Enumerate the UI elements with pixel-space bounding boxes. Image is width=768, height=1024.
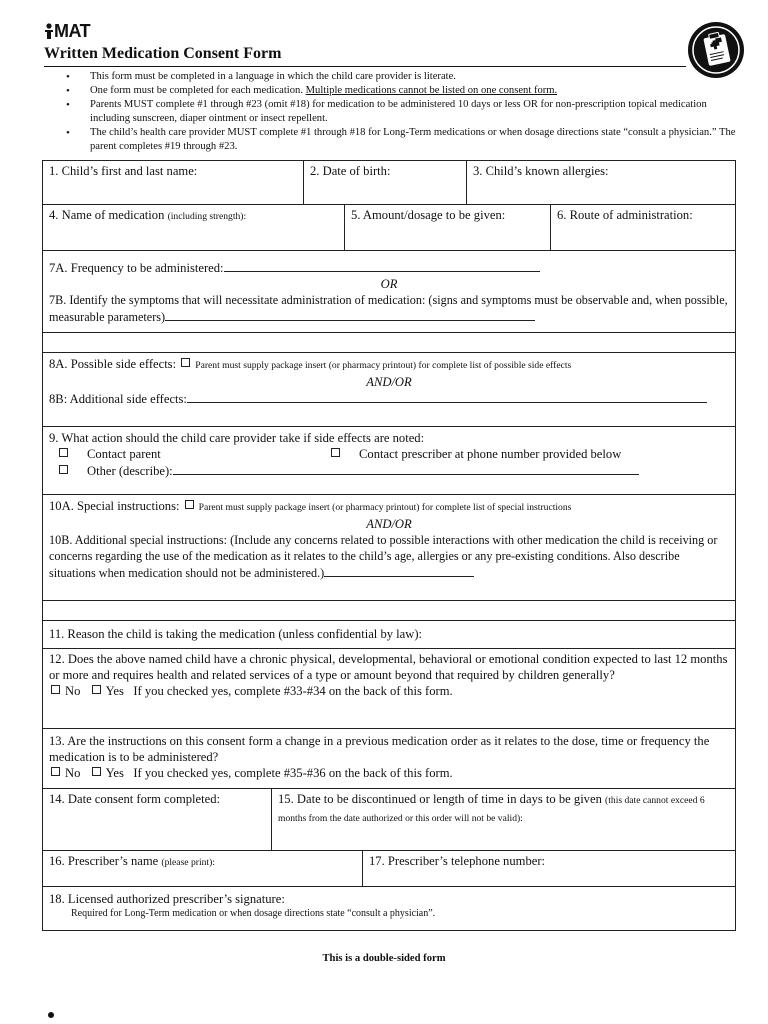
- field-label: 4. Name of medication: [49, 208, 165, 222]
- child-name-field[interactable]: [43, 161, 304, 204]
- or-separator: OR: [380, 277, 398, 291]
- row-1-3: [43, 161, 735, 205]
- fill-line: [324, 564, 474, 577]
- and-or-separator: AND/OR: [366, 375, 412, 389]
- field-label: 14. Date consent form completed:: [49, 792, 221, 806]
- row-7: [43, 251, 735, 333]
- field-label: 7A. Frequency to be administered:: [49, 261, 224, 275]
- signature-note: Required for Long-Term medication or when dosage directions state “consult a physician”.: [71, 908, 436, 919]
- medication-name-field[interactable]: [43, 205, 345, 250]
- field-label: 10B. Additional special instructions: (Include any concerns related to possible interactions with other medication the child is receiving or concerns regarding the use of the medication as it relates to the child’s age, allergies or any pre-existing conditions. Also describe situations when medication should not be administered.): [49, 533, 718, 580]
- special-instructions-field[interactable]: [43, 498, 735, 516]
- fill-line: [224, 259, 540, 272]
- signature-field[interactable]: 18. Licensed authorized prescriber’s signature:: [49, 892, 285, 906]
- mat-logo: [44, 22, 90, 40]
- field-label: 16. Prescriber’s name: [49, 854, 159, 868]
- field-label: 1. Child’s first and last name:: [49, 164, 198, 178]
- row-14-15: [43, 789, 735, 851]
- field-label: 10A. Special instructions:: [49, 499, 180, 513]
- fill-line: [165, 308, 535, 321]
- date-of-birth-field[interactable]: [304, 161, 467, 204]
- checkbox[interactable]: [181, 358, 190, 367]
- field-label: 9. What action should the child care provider take if side effects are noted:: [49, 431, 425, 445]
- option-label: Yes: [105, 766, 124, 780]
- field-label: 8A. Possible side effects:: [49, 357, 177, 371]
- route-field[interactable]: [551, 205, 735, 250]
- instruction-item: • The child’s health care provider MUST complete #1 through #18 for Long-Term medications or when dosage directions state “consult a physician.” The parent completes #19 through #23.: [66, 126, 736, 154]
- checkbox-yes[interactable]: [92, 767, 101, 776]
- field-note: (including strength):: [167, 211, 247, 222]
- instruction-emphasis: Multiple medications cannot be listed on one consent form.: [305, 85, 558, 96]
- side-effects-field[interactable]: [43, 356, 735, 374]
- checkbox-yes[interactable]: [92, 685, 101, 694]
- order-change-options: [43, 765, 735, 781]
- field-label: 6. Route of administration:: [557, 208, 693, 222]
- consent-form-table: [42, 160, 736, 931]
- person-logo-icon: [44, 23, 54, 39]
- field-note: Parent must supply package insert (or pharmacy printout) for complete list of possible side effects: [195, 360, 572, 371]
- order-change-question: 13. Are the instructions on this consent form a change in a previous medication order as it relates to the dose, time or frequency the medication is to be administered?: [49, 734, 710, 764]
- side-effect-options: [43, 446, 735, 462]
- option-label: Contact parent: [87, 447, 161, 461]
- instruction-item: • This form must be completed in a language in which the child care provider is literate.: [66, 70, 736, 84]
- row-16-17: [43, 851, 735, 887]
- row-10: [43, 495, 735, 601]
- chronic-condition-options: [43, 683, 735, 699]
- field-label: 8B: Additional side effects:: [49, 392, 187, 406]
- field-label: 7B. Identify the symptoms that will necessitate administration of medication: (signs and symptoms must be observable and, when possible, measurable parameters): [49, 293, 728, 324]
- row-13: [43, 729, 735, 789]
- logo-text: MAT: [54, 21, 91, 41]
- checkbox-no[interactable]: [51, 685, 60, 694]
- allergies-field[interactable]: [467, 161, 735, 204]
- discontinue-date-field[interactable]: [272, 789, 735, 850]
- option-label: Yes: [105, 684, 124, 698]
- field-label: 5. Amount/dosage to be given:: [351, 208, 506, 222]
- field-label: 2. Date of birth:: [310, 164, 391, 178]
- and-or-separator: AND/OR: [366, 517, 412, 531]
- instruction-item: • Parents MUST complete #1 through #23 (omit #18) for medication to be administered 10 days or less OR for non-prescription topical medication including sunscreen, diaper ointment or insect repellent.: [66, 98, 736, 126]
- row-8: [43, 353, 735, 427]
- checkbox[interactable]: [59, 465, 68, 474]
- instruction-item: [66, 84, 736, 98]
- dosage-field[interactable]: [345, 205, 551, 250]
- prescriber-phone-field[interactable]: [363, 851, 735, 886]
- row-4-6: [43, 205, 735, 251]
- checkbox[interactable]: [59, 448, 68, 457]
- fill-line: [187, 390, 707, 403]
- field-note: (this date cannot exceed 6 months from the date authorized or this order will not be valid):: [278, 795, 705, 824]
- double-sided-notice: This is a double-sided form: [322, 953, 446, 964]
- row-12: [43, 649, 735, 729]
- field-label: 15. Date to be discontinued or length of time in days to be given: [278, 792, 602, 806]
- blank-line-row[interactable]: [43, 333, 735, 353]
- row-9: [43, 427, 735, 495]
- option-label: No: [65, 766, 81, 780]
- other-option: [43, 462, 735, 479]
- row-11: [43, 621, 735, 649]
- additional-instructions-field[interactable]: [43, 532, 735, 581]
- checkbox-no[interactable]: [51, 767, 60, 776]
- checkbox[interactable]: [185, 500, 194, 509]
- prescriber-name-field[interactable]: [43, 851, 363, 886]
- instruction-text: One form must be completed for each medication.: [90, 85, 303, 96]
- option-label: Contact prescriber at phone number provided below: [359, 447, 622, 461]
- title-rule: [44, 66, 686, 67]
- form-title: Written Medication Consent Form: [44, 45, 282, 62]
- blank-line-row[interactable]: [43, 601, 735, 621]
- field-note: (please print):: [161, 857, 215, 868]
- bullet-dot: [48, 1012, 54, 1018]
- option-note: If you checked yes, complete #35-#36 on the back of this form.: [133, 766, 453, 780]
- additional-side-effects-field[interactable]: [43, 390, 735, 407]
- option-label: No: [65, 684, 81, 698]
- row-18: [43, 887, 735, 931]
- option-note: If you checked yes, complete #33-#34 on the back of this form.: [133, 684, 453, 698]
- consent-date-field[interactable]: [43, 789, 272, 850]
- fill-line: [173, 462, 639, 475]
- field-label: 17. Prescriber’s telephone number:: [369, 854, 546, 868]
- instruction-list: [66, 70, 736, 154]
- reason-field[interactable]: 11. Reason the child is taking the medication (unless confidential by law):: [49, 627, 423, 641]
- symptoms-field[interactable]: [43, 292, 735, 325]
- frequency-field[interactable]: [43, 259, 735, 276]
- checkbox[interactable]: [331, 448, 340, 457]
- option-label: Other (describe):: [87, 464, 173, 478]
- field-note: Parent must supply package insert (or pharmacy printout) for complete list of special instructions: [198, 502, 572, 513]
- chronic-condition-question: 12. Does the above named child have a chronic physical, developmental, behavioral or emotional condition expected to last 12 months or more and requires health and related services of a type or amount beyond that required by children generally?: [49, 652, 728, 682]
- field-label: 3. Child’s known allergies:: [473, 164, 609, 178]
